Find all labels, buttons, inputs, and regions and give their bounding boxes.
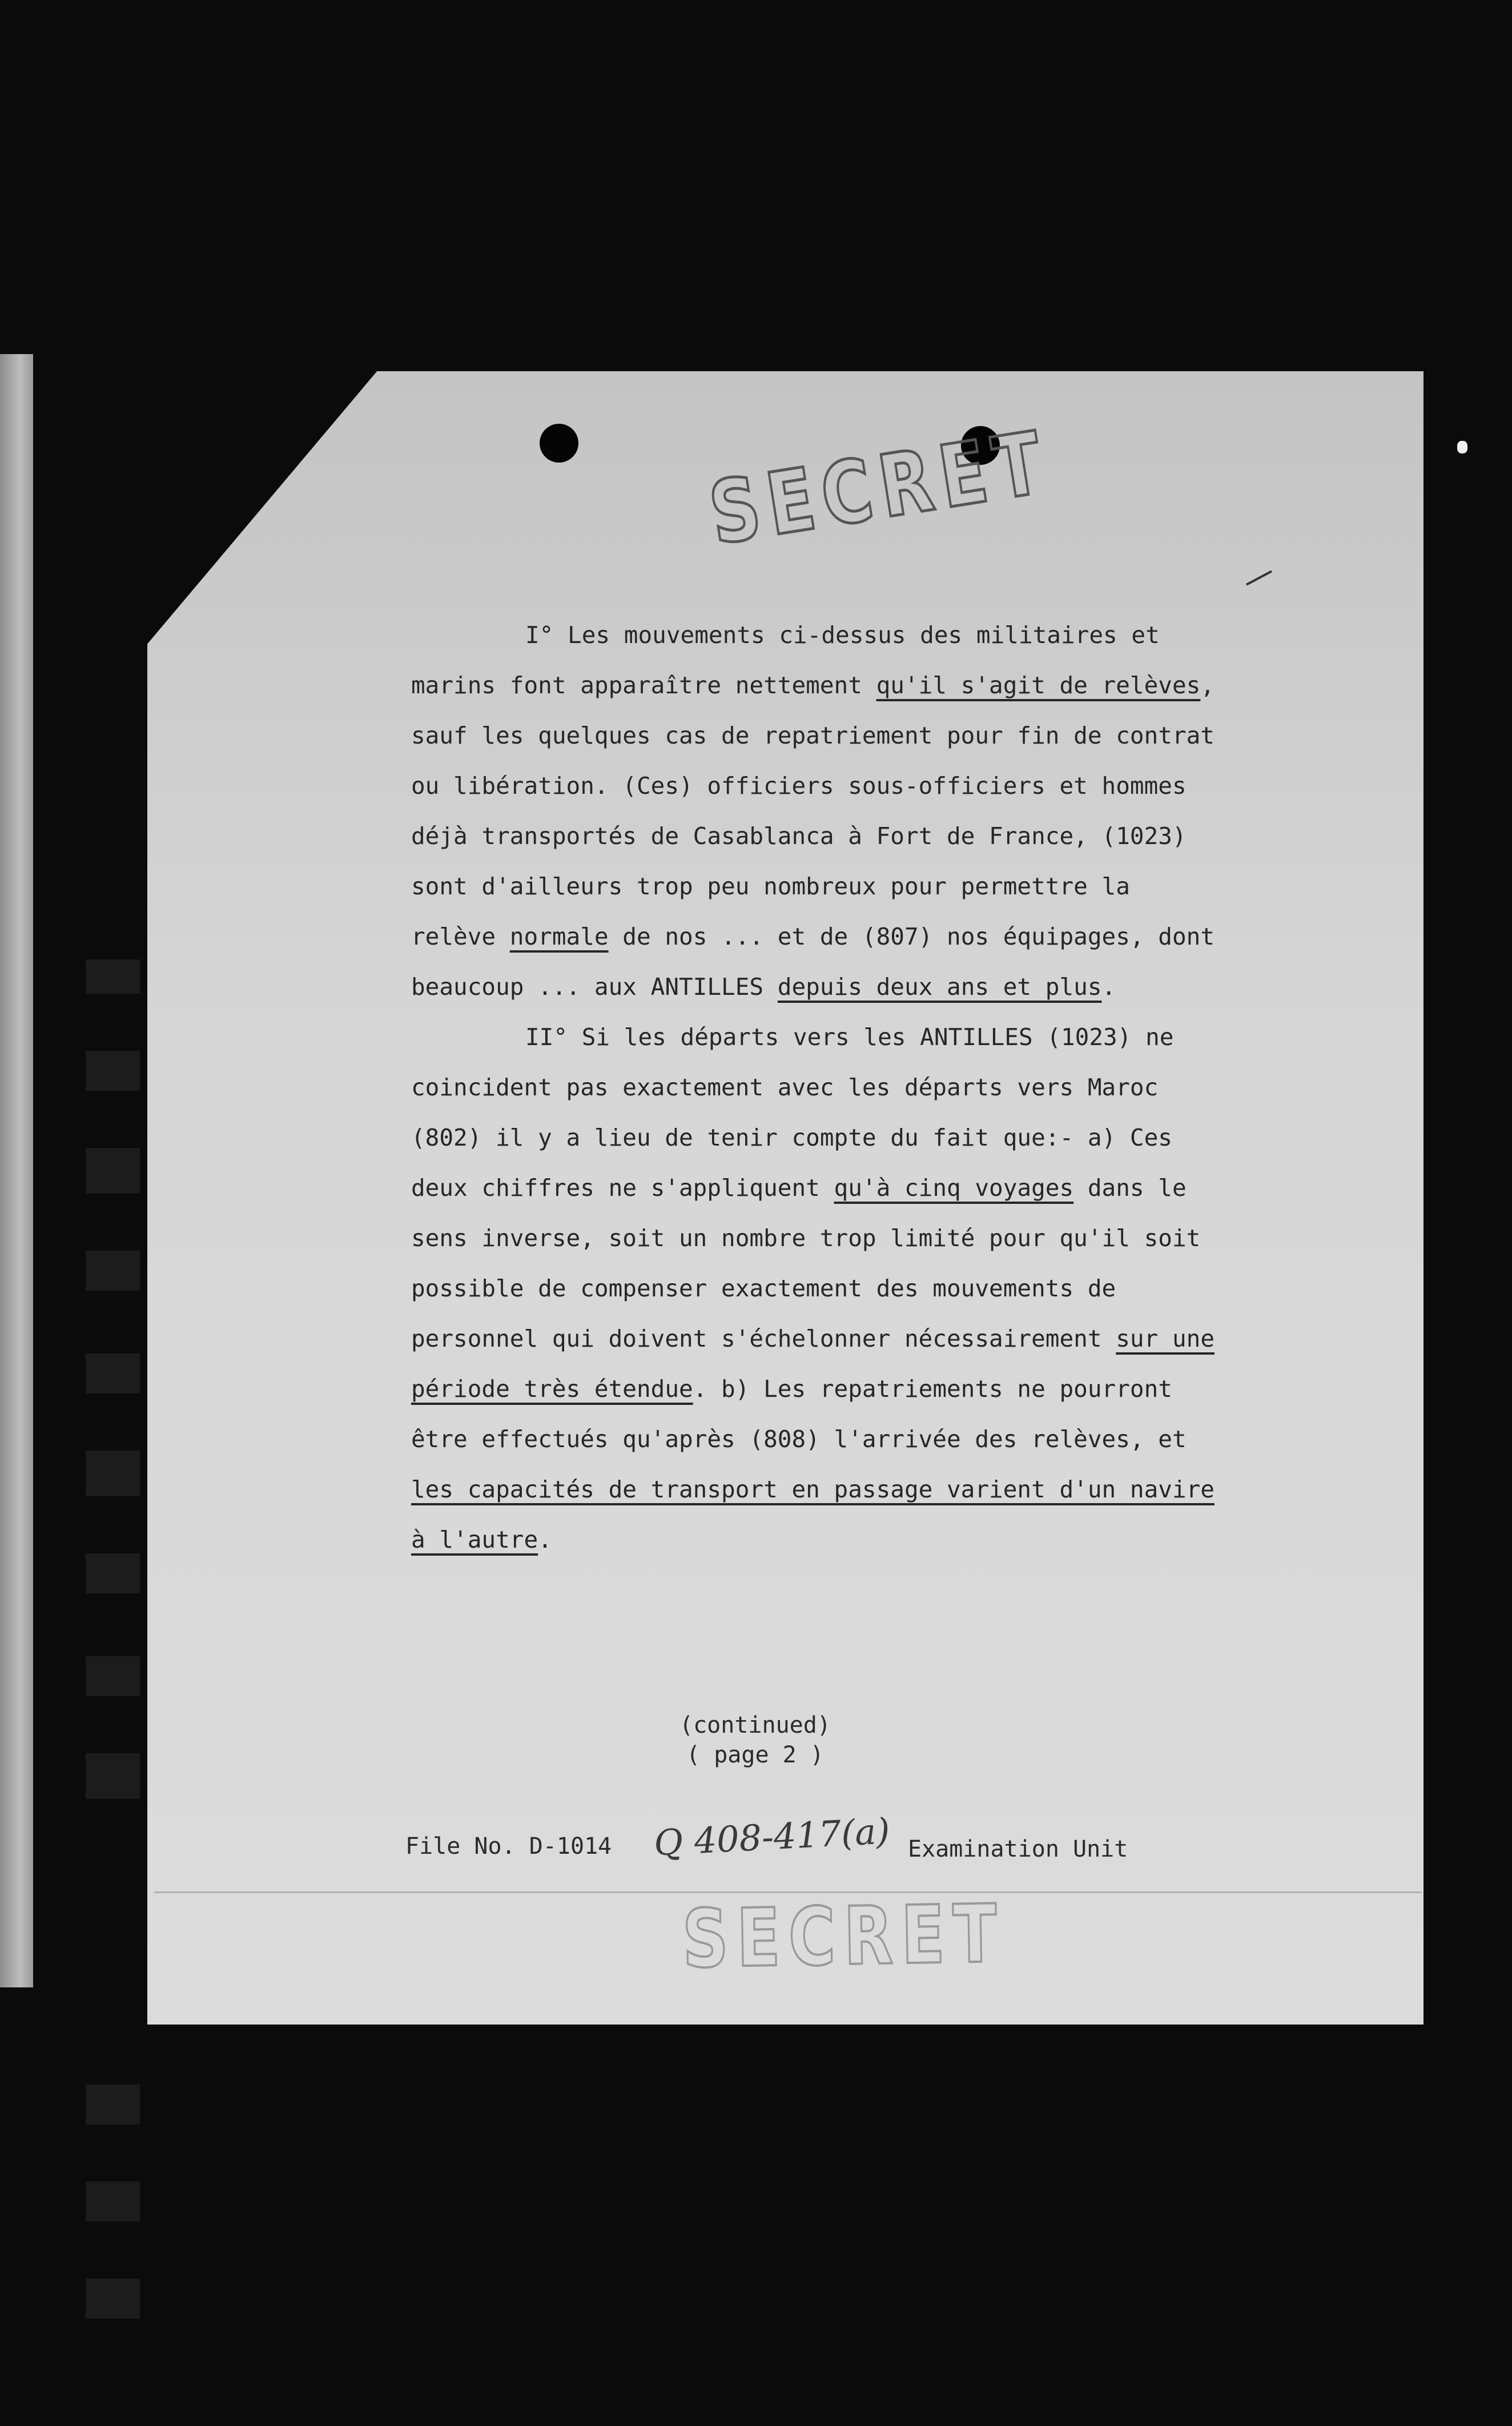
examination-unit: Examination Unit — [908, 1836, 1128, 1862]
film-edge-band — [86, 1251, 140, 1291]
paragraph-1 — [411, 610, 1222, 1012]
underlined-phrase: sur une période très étendue — [411, 1325, 1215, 1403]
handwritten-reference: Q 408-417(a) — [653, 1810, 891, 1864]
text-run: de nos ... et de (807) nos équipages, dont beaucoup ... aux ANTILLES — [411, 923, 1215, 1001]
film-edge-band — [86, 2084, 140, 2124]
film-edge-band — [86, 1148, 140, 1194]
underlined-phrase: les capacités de transport en passage varient d'un navire à l'autre — [411, 1476, 1215, 1553]
text-run: , sauf les quelques cas de repatriement pour fin de contrat ou libération. (Ces) officiers sous-officiers et hommes déjà transportés de Casablanca à Fort de France, (1023) sont d'ailleurs trop peu nombreux pour permettre la relève — [411, 672, 1215, 950]
film-edge-band — [86, 1051, 140, 1091]
text-run: dans le sens inverse, soit un nombre trop limité pour qu'il soit possible de compenser exactement des mouvements de personnel qui doivent s'échelonner nécessairement — [411, 1174, 1201, 1352]
file-number: File No. D-1014 — [405, 1833, 612, 1859]
secret-stamp-top: SECRET — [703, 412, 1057, 564]
film-edge-band — [86, 1553, 140, 1593]
continued-note — [679, 1710, 831, 1770]
film-edge-band — [86, 1353, 140, 1393]
text-run: II° Si les départs vers les ANTILLES (1023) ne coincident pas exactement avec les départs vers Maroc (802) il y a lieu de tenir compte du fait que:- a) Ces deux chiffres ne s'appliquent — [411, 1023, 1174, 1202]
text-run: . — [538, 1526, 552, 1553]
text-run: I° Les mouvements ci-dessus des militaires et marins font apparaître nettement — [411, 621, 1160, 699]
film-edge-band — [86, 959, 140, 994]
film-edge-band — [86, 1451, 140, 1496]
underlined-phrase: qu'à cinq voyages — [834, 1174, 1074, 1202]
underlined-phrase: depuis deux ans et plus — [777, 973, 1102, 1001]
secret-stamp-bottom: SECRET — [681, 1887, 1006, 1986]
body-text — [411, 610, 1222, 1565]
adjacent-sheet-edge — [0, 354, 33, 1987]
page-indicator: ( page 2 ) — [686, 1742, 824, 1768]
punch-hole — [540, 424, 578, 463]
film-edge-band — [86, 1656, 140, 1696]
film-edge-band — [86, 1753, 140, 1799]
film-edge-band — [86, 2182, 140, 2222]
film-edge-band — [86, 2279, 140, 2319]
continued-label: (continued) — [679, 1712, 831, 1738]
paragraph-2 — [411, 1012, 1222, 1565]
underlined-phrase: qu'il s'agit de relèves — [876, 672, 1201, 699]
film-mark — [1457, 441, 1467, 453]
text-run: . — [1101, 973, 1116, 1001]
text-run: . b) Les repatriements ne pourront être effectués qu'après (808) l'arrivée des relèves, et — [411, 1375, 1187, 1453]
underlined-phrase: normale — [509, 923, 609, 950]
